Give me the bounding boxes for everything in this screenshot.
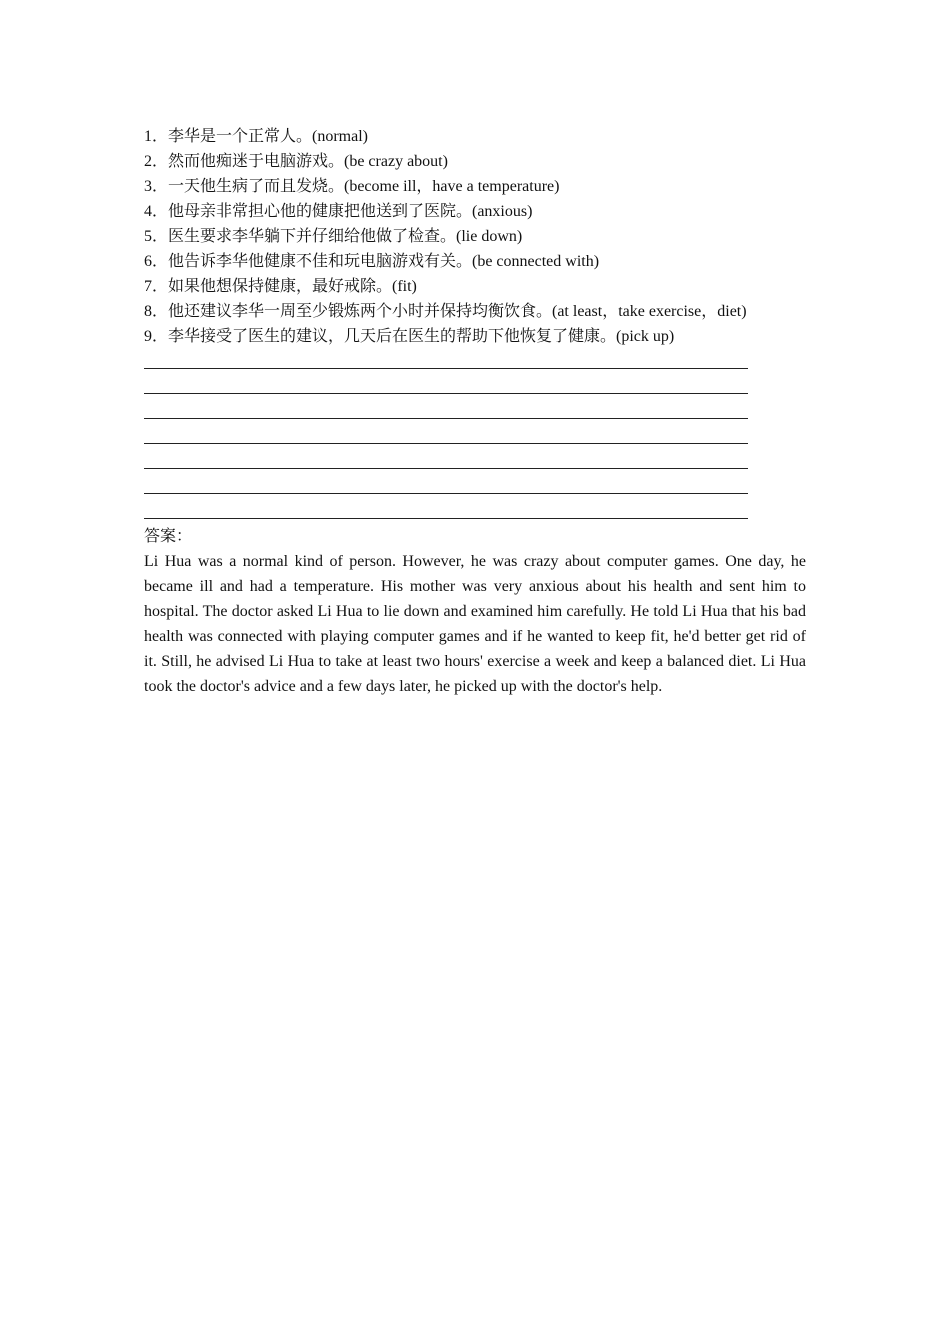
exercise-item-4: 4．他母亲非常担心他的健康把他送到了医院。(anxious) [144, 203, 533, 220]
exercise-item-9: 9．李华接受了医生的建议，几天后在医生的帮助下他恢复了健康。(pick up) [144, 328, 675, 345]
exercise-item-1: 1．李华是一个正常人。(normal) [144, 128, 368, 145]
writing-line [144, 499, 806, 524]
exercise-item-5: 5．医生要求李华躺下并仔细给他做了检查。(lie down) [144, 228, 523, 245]
exercise-item-3: 3．一天他生病了而且发烧。(become ill，have a temperature) [144, 178, 560, 195]
exercise-item-2: 2．然而他痴迷于电脑游戏。(be crazy about) [144, 153, 448, 170]
writing-line [144, 349, 806, 374]
document-page [144, 124, 806, 699]
writing-line [144, 374, 806, 399]
writing-line [144, 474, 806, 499]
exercise-item-6: 6．他告诉李华他健康不佳和玩电脑游戏有关。(be connected with) [144, 253, 600, 270]
exercise-item-8: 8．他还建议李华一周至少锻炼两个小时并保持均衡饮食。(at least，take exercise，diet) [144, 303, 747, 320]
answer-heading: 答案： [144, 528, 193, 545]
writing-line [144, 449, 806, 474]
writing-line [144, 399, 806, 424]
writing-line [144, 424, 806, 449]
exercise-item-7: 7．如果他想保持健康，最好戒除。(fit) [144, 278, 417, 295]
answer-paragraph: Li Hua was a normal kind of person. However, he was crazy about computer games. One day, he became ill and had a temperature. His mother was very anxious about his health and sent him to hospital. The doctor asked Li Hua to lie down and examined him carefully. He told Li Hua that his bad health was connected with playing computer games and if he wanted to keep fit, he'd better get rid of it. Still, he advised Li Hua to take at least two hours' exercise a week and keep a balanced diet. Li Hua took the doctor's advice and a few days later, he picked up with the doctor's help. [144, 553, 806, 695]
